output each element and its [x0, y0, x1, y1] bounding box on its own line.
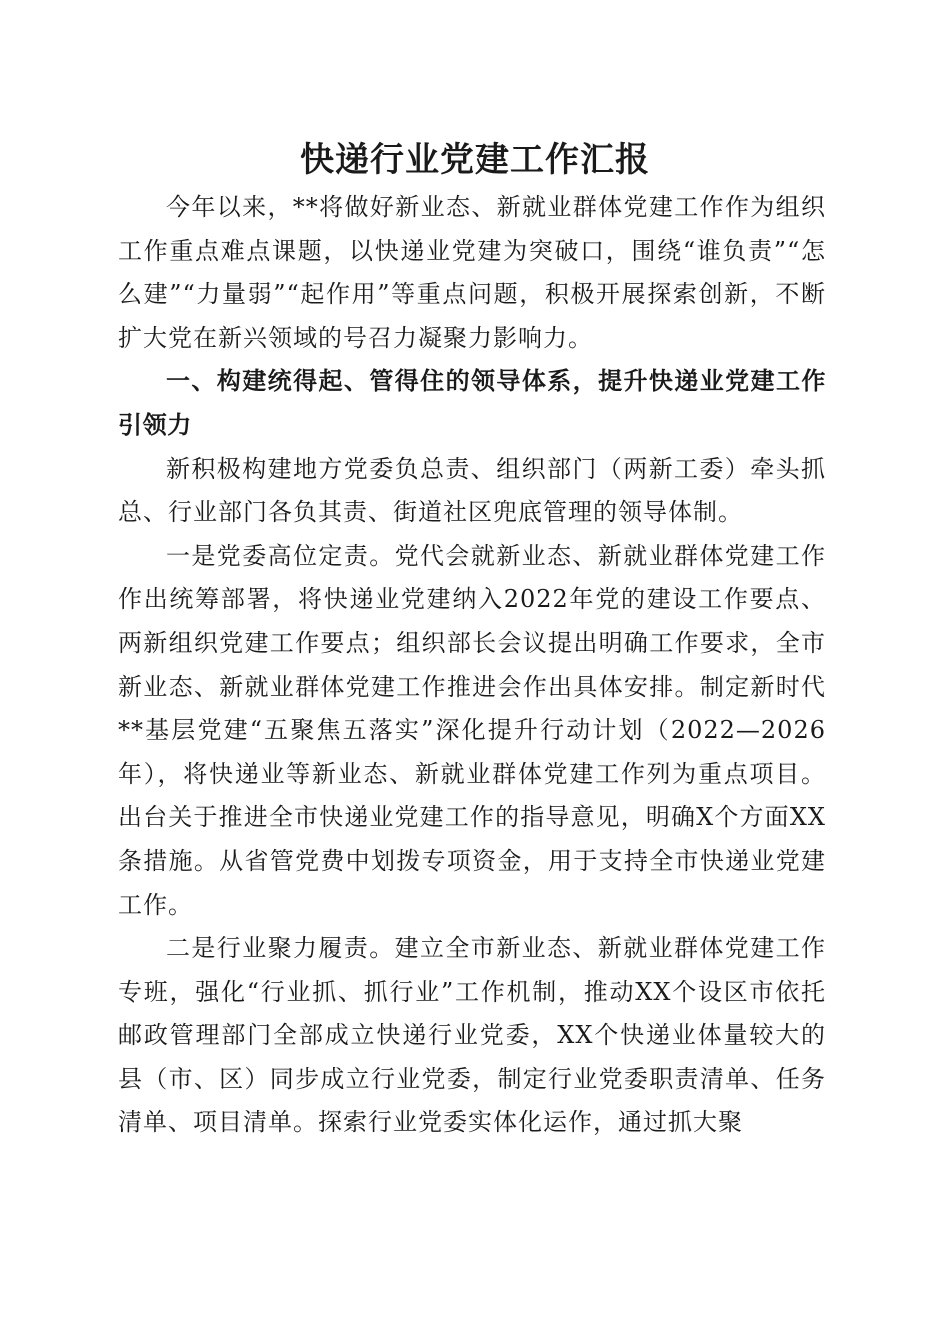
point-1-paragraph: [118, 535, 826, 927]
point-1-lead: 一是党委高位定责。: [166, 541, 395, 570]
intro-paragraph: 今年以来，**将做好新业态、新就业群体党建工作作为组织工作重点难点课题，以快递业党建为突破口，围绕“谁负责”“怎么建”“力量弱”“起作用”等重点问题，积极开展探索创新，不断扩大党在新兴领域的号召力凝聚力影响力。: [118, 193, 826, 352]
document-body: [118, 186, 826, 1145]
point-2-body: 建立全市新业态、新就业群体党建工作专班，强化“行业抓、抓行业”工作机制，推动XX个设区市依托邮政管理部门全部成立快递行业党委，XX个快递业体量较大的县（市、区）同步成立行业党委，制定行业党委职责清单、任务清单、项目清单。探索行业党委实体化运作，通过抓大聚: [118, 934, 827, 1137]
point-2-lead: 二是行业聚力履责。: [166, 934, 395, 963]
point-1-body: 党代会就新业态、新就业群体党建工作作出统筹部署，将快递业党建纳入2022年党的建设工作要点、两新组织党建工作要点；组织部长会议提出明确工作要求，全市新业态、新就业群体党建工作推进会作出具体安排。制定新时代**基层党建“五聚焦五落实”深化提升行动计划（2022—2026年），将快递业等新业态、新就业群体党建工作列为重点项目。出台关于推进全市快递业党建工作的指导意见，明确X个方面XX条措施。从省管党费中划拨专项资金，用于支持全市快递业党建工作。: [118, 541, 827, 919]
document-title: 快递行业党建工作汇报: [300, 140, 650, 180]
section-1-summary: 新积极构建地方党委负总责、组织部门（两新工委）牵头抓总、行业部门各负其责、街道社区兜底管理的领导体制。: [118, 454, 826, 527]
section-1-heading: 一、构建统得起、管得住的领导体系，提升快递业党建工作引领力: [118, 367, 826, 439]
point-2-paragraph: [118, 927, 826, 1145]
